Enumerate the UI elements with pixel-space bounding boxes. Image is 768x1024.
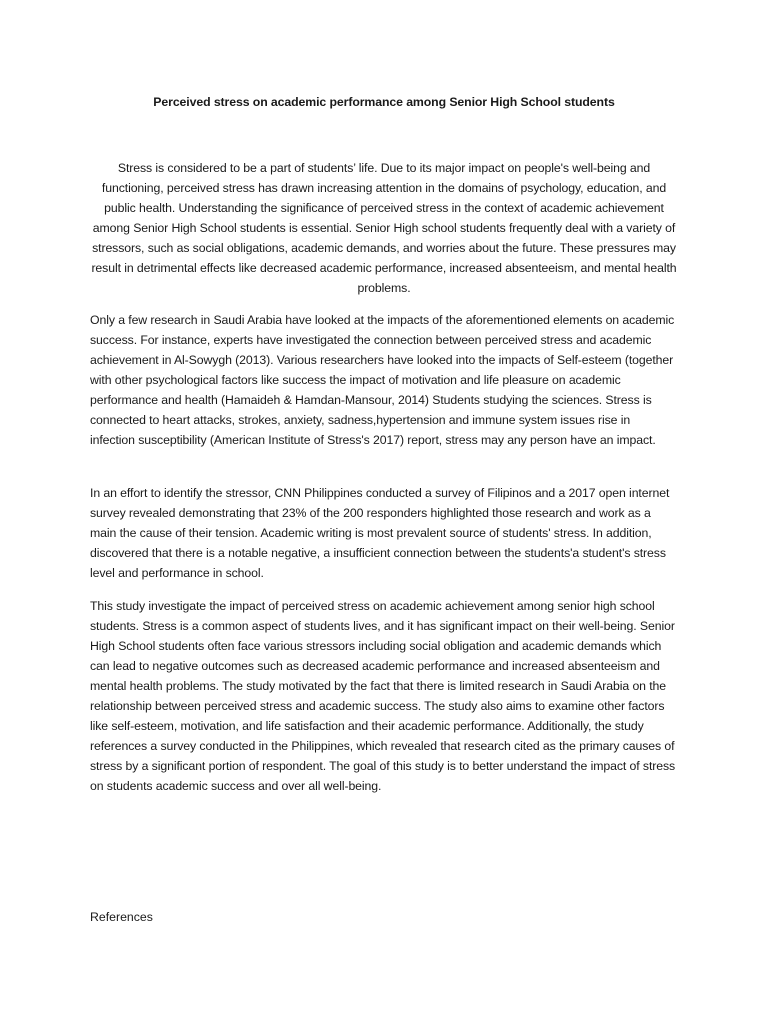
document-title: Perceived stress on academic performance among Senior High School students [153, 95, 615, 109]
paragraph-saudi-research: Only a few research in Saudi Arabia have looked at the impacts of the aforementioned elements on academic success. For instance, experts have investigated the connection between perceived stress and academic achievement in Al-Sowygh (2013). Various researchers have looked into the impacts of Self-esteem (together with other psychological factors like success the impact of motivation and life pleasure on academic performance and health (Hamaideh & Hamdan-Mansour, 2014) Students studying the sciences. Stress is connected to heart attacks, strokes, anxiety, sadness,hypertension and immune system issues rise in infection susceptibility (American Institute of Stress's 2017) report, stress may any person have an impact. [90, 313, 675, 447]
paragraph-study-summary: This study investigate the impact of perceived stress on academic achievement among senior high school students. Stress is a common aspect of students lives, and it has significant impact on their well-being. Senior High School students often face various stressors including social obligation and academic demands which can lead to negative outcomes such as decreased academic performance and increased absenteeism and mental health problems. The study motivated by the fact that there is limited research in Saudi Arabia on the relationship between perceived stress and academic success. The study also aims to examine other factors like self-esteem, motivation, and life satisfaction and their academic performance. Additionally, the study references a survey conducted in the Philippines, which revealed that research cited as the primary causes of stress by a significant portion of respondent. The goal of this study is to better understand the impact of stress on students academic success and over all well-being. [90, 599, 676, 793]
paragraph-cnn-survey: In an effort to identify the stressor, CNN Philippines conducted a survey of Filipinos and a 2017 open internet survey revealed demonstrating that 23% of the 200 responders highlighted those research and work as a main the cause of their tension. Academic writing is most prevalent source of students' stress. In addition, discovered that there is a notable negative, a insufficient connection between the students'a student's stress level and performance in school. [90, 486, 670, 580]
references-heading: References [90, 910, 153, 924]
paragraph-intro: Stress is considered to be a part of students’ life. Due to its major impact on people's well-being and functioning, perceived stress has drawn increasing attention in the domains of psychology, education, and public health. Understanding the significance of perceived stress in the context of academic achievement among Senior High School students is essential. Senior High school students frequently deal with a variety of stressors, such as social obligations, academic demands, and worries about the future. These pressures may result in detrimental effects like decreased academic performance, increased absenteeism, and mental health problems. [91, 161, 677, 295]
